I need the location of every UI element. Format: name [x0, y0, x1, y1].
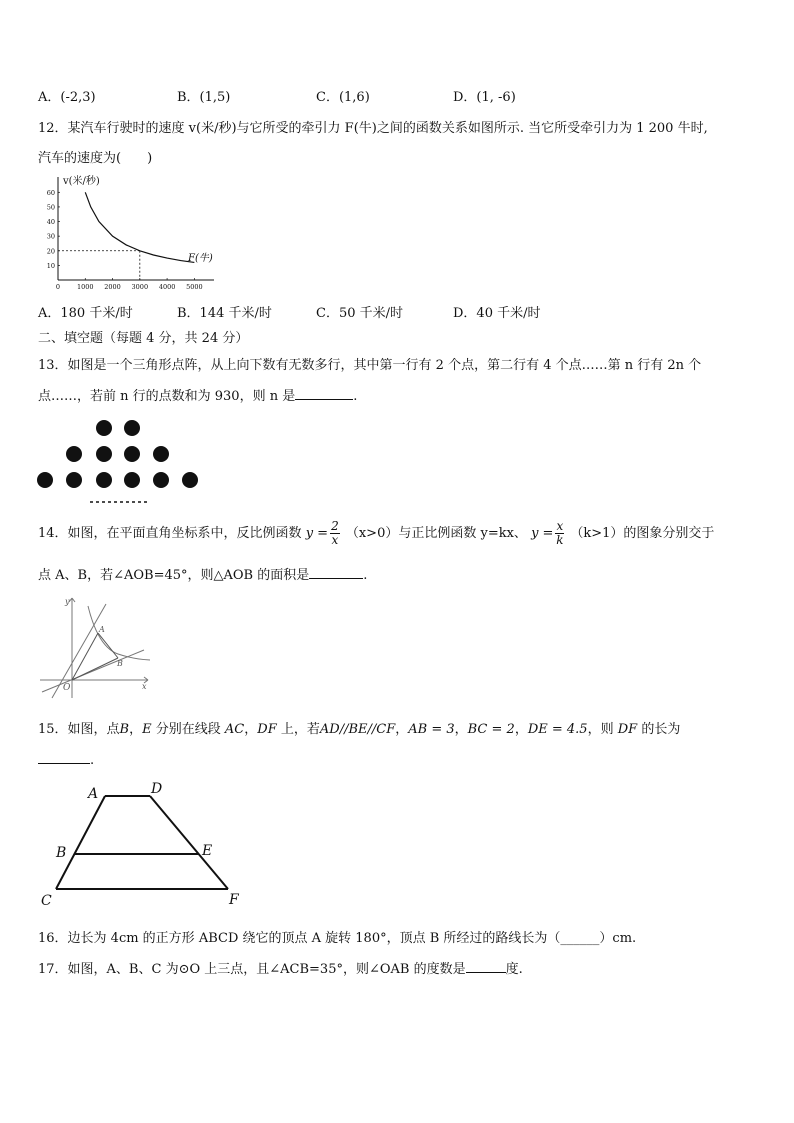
q12-option-d: D．40 千米/时: [453, 306, 541, 321]
fraction-x-over-k: [555, 520, 564, 547]
label-c: C: [41, 893, 52, 909]
x-tick-label: 3000: [131, 283, 149, 291]
dot: [124, 420, 140, 436]
q17-text-a: 17．如图，A、B、C 为⊙O 上三点，且∠ACB=35°，则∠OAB 的度数是: [38, 962, 466, 977]
q13-dot-triangle: [30, 412, 210, 507]
y-axis-label: y: [65, 597, 70, 606]
q13-text-line1: 13．如图是一个三角形点阵，从上向下数有无数多行，其中第一行有 2 个点，第二行有 4 个点……第 n 行有 2n 个: [38, 358, 702, 373]
q14-text-line2: [38, 564, 367, 583]
x-tick-label: 0: [55, 283, 61, 291]
segment-ac: [56, 796, 105, 889]
q12-option-a: A．180 千米/时: [38, 306, 133, 321]
label-b: B: [56, 845, 67, 861]
y-tick-label: 30: [46, 232, 55, 241]
q15-var: E: [142, 722, 152, 737]
dot: [66, 446, 82, 462]
q14-text-c: （k>1）的图象分别交于: [570, 526, 715, 541]
answer-blank: [38, 750, 90, 764]
y-tick-label: 10: [46, 261, 55, 270]
q15-var: AC: [224, 722, 245, 737]
dot: [124, 472, 140, 488]
q15-trapezoid-figure: [36, 778, 256, 910]
q16-text: 16．边长为 4cm 的正方形 ABCD 绕它的顶点 A 旋转 180°，顶点 B 所经过的路线长为（______）cm.: [38, 931, 637, 946]
q13-text: 点……，若前 n 行的点数和为 930，则 n 是: [38, 389, 296, 404]
point-a-label: A: [99, 625, 105, 634]
label-e: E: [202, 843, 213, 859]
q15-text-line1: [38, 718, 680, 737]
y-tick-label: 40: [46, 218, 55, 227]
answer-blank: [295, 386, 353, 400]
q17-text: [38, 958, 523, 977]
label-f: F: [229, 892, 239, 908]
formula-lhs: y =: [305, 526, 329, 541]
segment-ob: [72, 658, 118, 680]
origin-label: O: [63, 683, 71, 693]
q14-text: 点 A、B，若∠AOB=45°，则△AOB 的面积是: [38, 568, 310, 583]
point-b-label: B: [117, 659, 123, 668]
answer-blank: [466, 959, 506, 973]
q15-sep: ，: [244, 722, 258, 737]
q15-sep: ，: [395, 722, 409, 737]
q14-text-line1: [38, 520, 714, 547]
q15-sep: ，: [454, 722, 468, 737]
q15-text: 分别在线段: [155, 722, 221, 737]
q15-text: 的长为: [641, 722, 681, 737]
dot: [182, 472, 198, 488]
q15-var: AB = 3: [408, 722, 455, 737]
q13-text-line2: [38, 385, 357, 404]
q15-var: DF: [617, 722, 638, 737]
q15-var: DE = 4.5: [527, 722, 588, 737]
q11-option-a: A．(-2,3): [38, 90, 96, 105]
q12-text-line2: 汽车的速度为( ): [38, 151, 153, 166]
q11-option-c: C．(1,6): [316, 90, 370, 105]
q11-option-b: B．(1,5): [177, 90, 231, 105]
dot: [96, 420, 112, 436]
chart-plot: [47, 174, 214, 291]
y-axis-label: v(米/秒): [63, 176, 100, 187]
q15-end: .: [90, 753, 95, 768]
label-d: D: [151, 781, 163, 797]
segment-df: [150, 796, 228, 889]
fraction-denominator: x: [331, 533, 339, 547]
x-tick-label: 1000: [76, 283, 94, 291]
dot: [153, 446, 169, 462]
y-tick-label: 50: [46, 203, 55, 212]
x-axis-label: x: [142, 682, 147, 691]
dot: [96, 446, 112, 462]
section-heading: 二、填空题（每题 4 分，共 24 分）: [38, 331, 249, 346]
q12-text-line1: 12．某汽车行驶时的速度 v(米/秒)与它所受的牵引力 F(牛)之间的函数关系如图所示. 当它所受牵引力为 1 200 牛时,: [38, 121, 708, 136]
q15-sep: ，: [514, 722, 528, 737]
label-a: A: [88, 786, 99, 802]
dot: [37, 472, 53, 488]
q11-option-d: D．(1, -6): [453, 90, 516, 105]
x-tick-label: 2000: [104, 283, 121, 291]
y-tick-label: 20: [46, 247, 55, 256]
q13-end: .: [353, 389, 358, 404]
dot: [96, 472, 112, 488]
formula-lhs: y =: [531, 526, 554, 541]
q15-var: DF: [257, 722, 277, 737]
segment-ab: [98, 633, 118, 658]
dot: [66, 472, 82, 488]
q14-end: .: [363, 568, 368, 583]
fraction-2-over-x: [330, 520, 340, 547]
q15-text: 15．如图，点: [38, 722, 120, 737]
x-tick-label: 4000: [158, 283, 176, 291]
q15-var: B: [119, 722, 130, 737]
x-axis-label: F(牛): [188, 253, 213, 264]
q15-var: AD//BE//CF: [319, 722, 396, 737]
q15-text: 上，若: [280, 722, 320, 737]
dot: [124, 446, 140, 462]
x-tick-label: 5000: [186, 283, 203, 291]
q12-option-b: B．144 千米/时: [177, 306, 272, 321]
q15-text: ，则: [587, 722, 614, 737]
dot: [153, 472, 169, 488]
hyperbola: [88, 606, 150, 660]
fraction-numerator: x: [556, 519, 564, 533]
line-y-x-over-k: [42, 650, 144, 692]
q14-text-b: （x>0）与正比例函数 y=kx、: [345, 526, 527, 541]
q15-text-line2: [38, 750, 94, 768]
q15-sep: ，: [129, 722, 143, 737]
fraction-denominator: k: [556, 533, 564, 547]
q12-chart: [36, 172, 216, 292]
q15-var: BC = 2: [467, 722, 515, 737]
line-y-kx: [52, 604, 106, 698]
q14-figure: [38, 592, 158, 702]
answer-blank: [309, 565, 363, 579]
q12-option-c: C．50 千米/时: [316, 306, 404, 321]
q14-text-a: 14．如图，在平面直角坐标系中，反比例函数: [38, 526, 302, 541]
q17-text-b: 度.: [505, 962, 523, 977]
fraction-numerator: 2: [331, 519, 339, 533]
y-tick-label: 60: [46, 188, 55, 197]
